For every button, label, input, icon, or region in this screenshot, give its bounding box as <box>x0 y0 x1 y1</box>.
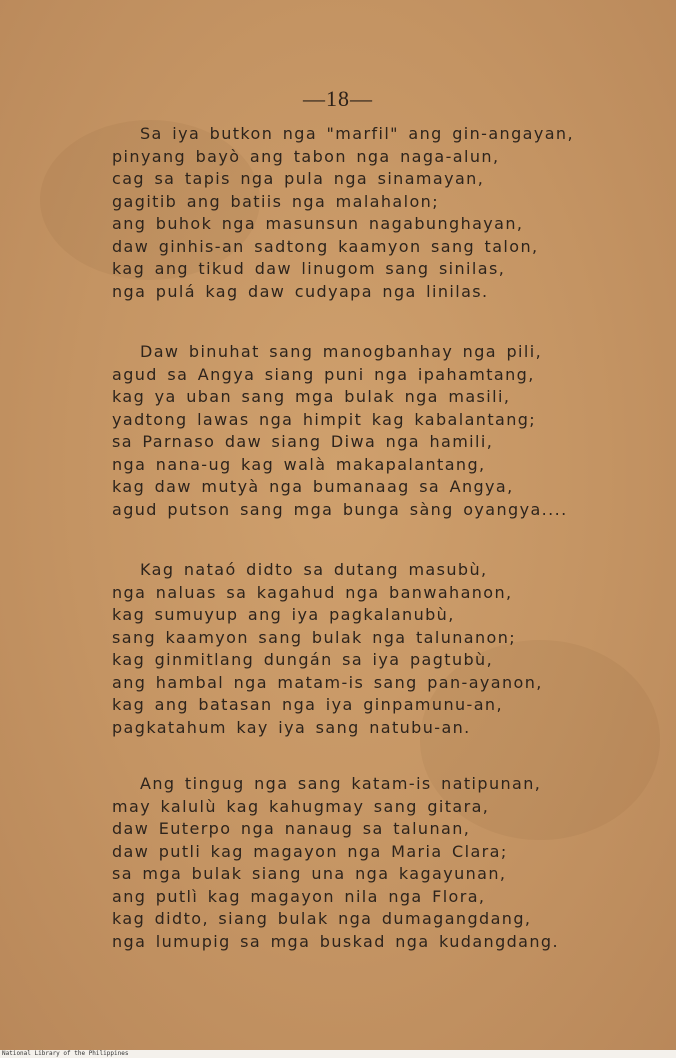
verse-line: daw ginhis-an sadtong kaamyon sang talon, <box>112 236 539 256</box>
verse-line: daw Euterpo nga nanaug sa talunan, <box>112 819 471 838</box>
verse-line: kag ginmitlang dungán sa iya pagtubù, <box>112 650 494 669</box>
verse-line: Sa iya butkon nga "marfil" ang gin-angayan, <box>140 124 574 143</box>
verse-line: gagitib ang batiis nga malahalon; <box>112 191 439 211</box>
verse-line: nga nana-ug kag walà makapalantang, <box>112 454 486 474</box>
verse-line: yadtong lawas nga himpit kag kabalantang; <box>112 409 537 429</box>
library-footer: National Library of the Philippines <box>0 1050 676 1058</box>
stanza-4 <box>112 773 652 953</box>
verse-line: sang kaamyon sang bulak nga talunanon; <box>112 627 517 647</box>
verse-line: pinyang bayò ang tabon nga naga-alun, <box>112 146 500 166</box>
verse-line: Daw binuhat sang manogbanhay nga pili, <box>140 342 543 361</box>
stanza-1 <box>112 123 652 303</box>
verse-line: sa mga bulak siang una nga kagayunan, <box>112 864 507 883</box>
verse-line: agud sa Angya siang puni nga ipahamtang, <box>112 364 535 384</box>
verse-line: kag daw mutyà nga bumanaag sa Angya, <box>112 477 514 496</box>
verse-line: nga naluas sa kagahud nga banwahanon, <box>112 582 513 602</box>
verse-line: kag ya uban sang mga bulak nga masili, <box>112 387 511 406</box>
verse-line: nga lumupig sa mga buskad nga kudangdang. <box>112 931 559 951</box>
verse-line: kag didto, siang bulak nga dumagangdang, <box>112 909 532 928</box>
stanza-3 <box>112 559 652 739</box>
verse-line: sa Parnaso daw siang Diwa nga hamili, <box>112 432 494 451</box>
verse-line: ang putlì kag magayon nila nga Flora, <box>112 886 486 906</box>
page-number: —18— <box>303 86 373 111</box>
verse-line: agud putson sang mga bunga sàng oyangya.... <box>112 499 568 519</box>
verse-line: Ang tingug nga sang katam-is natipunan, <box>140 774 542 793</box>
verse-line: daw putli kag magayon nga Maria Clara; <box>112 841 508 861</box>
verse-line: ang buhok nga masunsun nagabunghayan, <box>112 214 524 233</box>
stanza-2 <box>112 341 652 521</box>
verse-line: kag sumuyup ang iya pagkalanubù, <box>112 605 455 624</box>
verse-line: pagkatahum kay iya sang natubu-an. <box>112 717 471 737</box>
verse-line: cag sa tapis nga pula nga sinamayan, <box>112 169 485 188</box>
verse-line: ang hambal nga matam-is sang pan-ayanon, <box>112 672 543 692</box>
verse-line: nga pulá kag daw cudyapa nga linilas. <box>112 281 489 301</box>
verse-line: kag ang tikud daw linugom sang sinilas, <box>112 259 506 278</box>
verse-line: may kalulù kag kahugmay sang gitara, <box>112 796 490 816</box>
verse-line: Kag nataó didto sa dutang masubù, <box>140 560 488 579</box>
verse-line: kag ang batasan nga iya ginpamunu-an, <box>112 695 503 714</box>
